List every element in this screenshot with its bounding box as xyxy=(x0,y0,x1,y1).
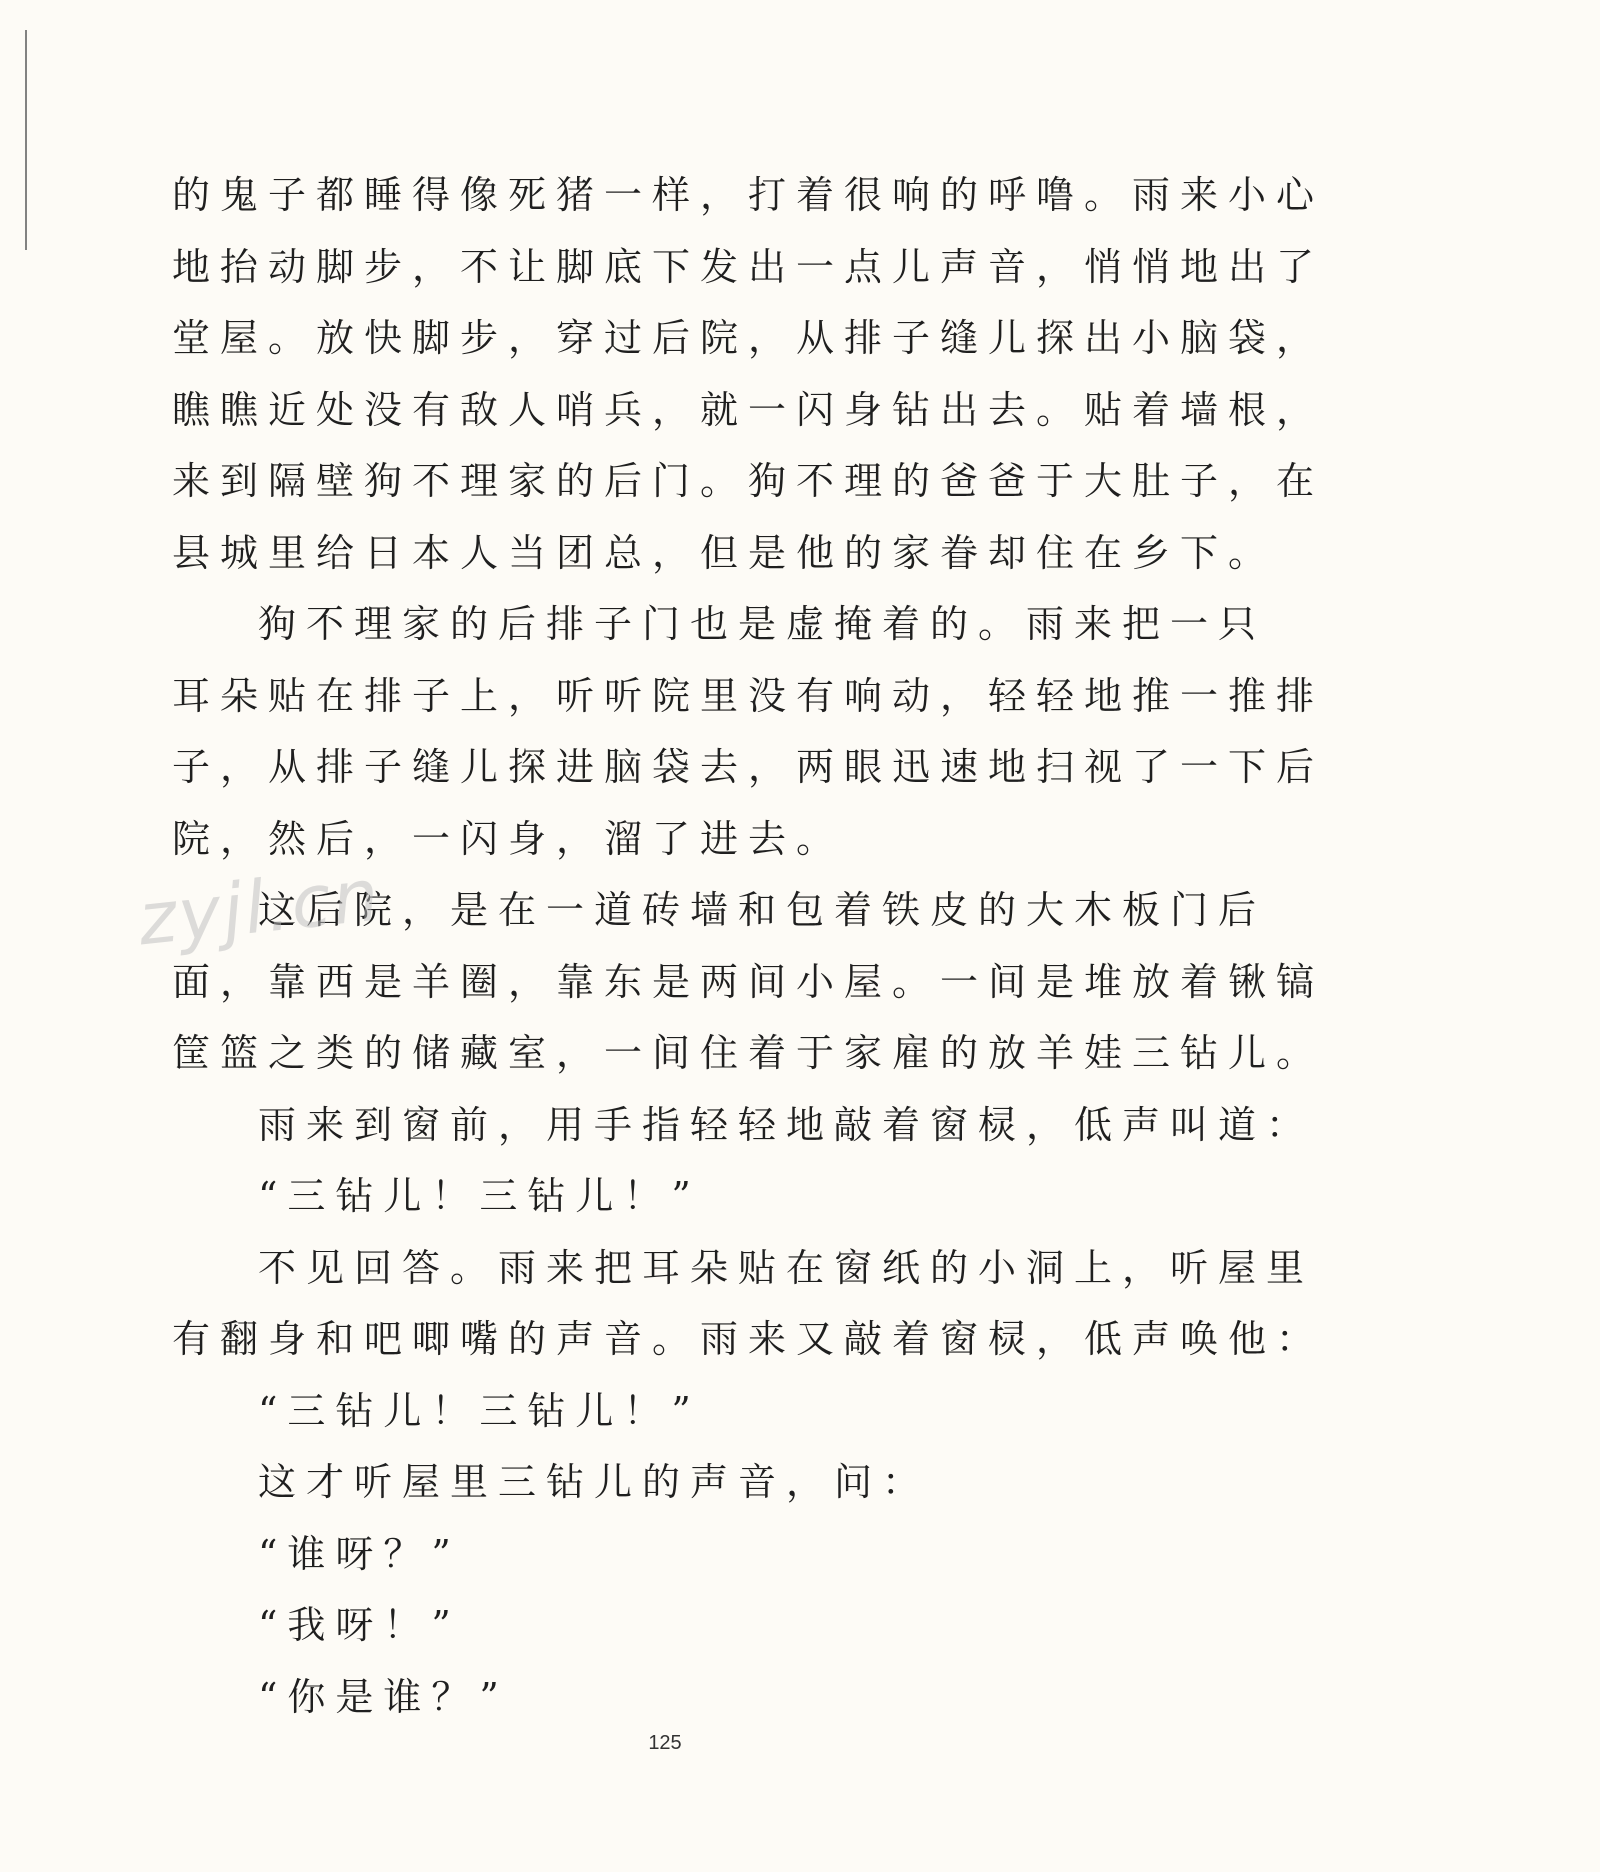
text-line: 耳朵贴在排子上，听听院里没有响动，轻轻地推一推排 xyxy=(172,673,1325,718)
dialogue-line: “你是谁？” xyxy=(258,1674,509,1719)
text-line: 不见回答。雨来把耳朵贴在窗纸的小洞上，听屋里 xyxy=(258,1245,1315,1290)
text-line: 有翻身和吧唧嘴的声音。雨来又敲着窗棂，低声唤他： xyxy=(172,1317,1325,1361)
watermark: zyjl.cn xyxy=(134,852,385,962)
binding-edge-line xyxy=(25,30,27,250)
text-line: 这才听屋里三钻儿的声音，问： xyxy=(258,1460,931,1504)
body-text xyxy=(172,160,1325,1733)
dialogue-line: “我呀！” xyxy=(258,1603,461,1647)
text-line: 雨来到窗前，用手指轻轻地敲着窗棂，低声叫道： xyxy=(258,1102,1315,1147)
text-line: 筐篮之类的储藏室，一间住着于家雇的放羊娃三钻儿。 xyxy=(172,1031,1325,1075)
text-line: 院，然后，一闪身，溜了进去。 xyxy=(172,816,845,861)
text-line: 狗不理家的后排子门也是虚掩着的。雨来把一只 xyxy=(258,602,1267,646)
text-line: 瞧瞧近处没有敌人哨兵，就一闪身钻出去。贴着墙根， xyxy=(172,387,1325,432)
text-line: 县城里给日本人当团总，但是他的家眷却住在乡下。 xyxy=(172,530,1277,575)
text-line: 面，靠西是羊圈，靠东是两间小屋。一间是堆放着锹镐 xyxy=(172,959,1325,1004)
text-line: 地抬动脚步，不让脚底下发出一点儿声音，悄悄地出了 xyxy=(172,244,1325,289)
dialogue-line: “三钻儿！三钻儿！” xyxy=(258,1174,701,1218)
dialogue-line: “三钻儿！三钻儿！” xyxy=(258,1388,701,1433)
text-line: 这后院，是在一道砖墙和包着铁皮的大木板门后 xyxy=(258,888,1267,932)
text-line: 子，从排子缝儿探进脑袋去，两眼迅速地扫视了一下后 xyxy=(172,745,1325,789)
text-line: 来到隔壁狗不理家的后门。狗不理的爸爸于大肚子，在 xyxy=(172,459,1325,503)
text-line: 堂屋。放快脚步，穿过后院，从排子缝儿探出小脑袋， xyxy=(172,316,1325,360)
text-line: 的鬼子都睡得像死猪一样，打着很响的呼噜。雨来小心 xyxy=(172,173,1325,217)
dialogue-line: “谁呀？” xyxy=(258,1531,461,1576)
page-number: 125 xyxy=(648,1732,682,1754)
